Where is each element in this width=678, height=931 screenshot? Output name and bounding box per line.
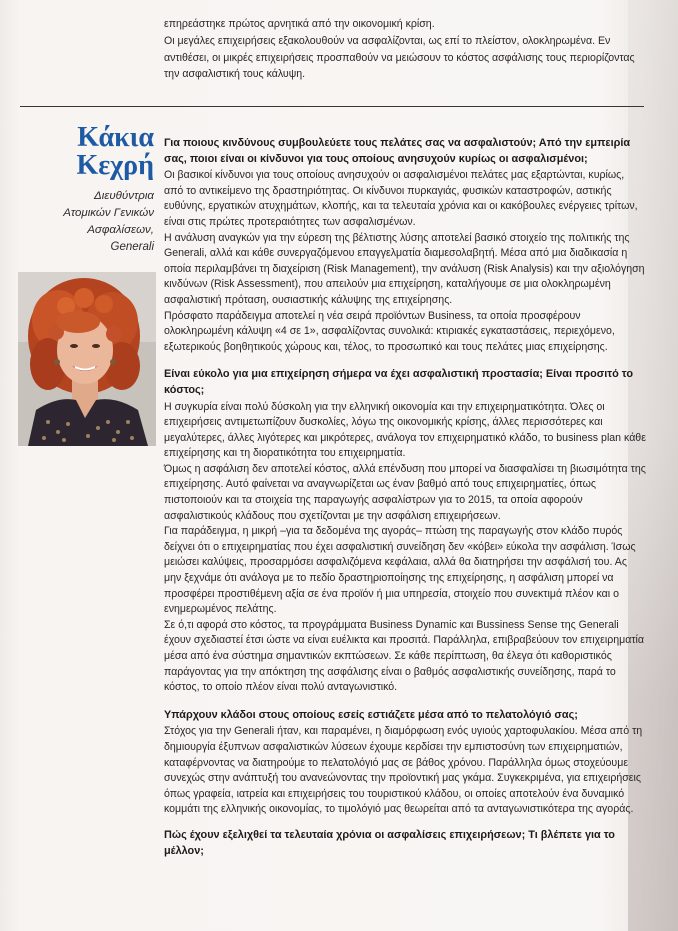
portrait-image bbox=[18, 272, 156, 446]
paragraph: Στόχος για την Generali ήταν, και παραμένει, η διαμόρφωση ενός υγιούς χαρτοφυλακίου. Μέσα από τη δημιουργία έξυπνων ασφαλιστικών λύσεων έχουμε κερδίσει την εμπιστοσύνη των επιχειρηματιών, καταφέρνοντας να διατηρούμε το πελατολόγιό μας σε βάθος χρόνου. Παράλληλα όμως στοχεύουμε συνεχώς στην ανάπτυξή του ανανεώνοντας την προϊοντική μας γκάμα. Συγκεκριμένα, για επιχειρήσεις όπως γραφεία, ιατρεία και επιχειρήσεις του τουριστικού κλάδου, οι οποίες αποτελούν ένα δυναμικό κομμάτι της ελληνικής οικονομίας, το τιμολόγιό μας θεωρείται από τα ανταγωνιστικότερα της αγοράς. bbox=[164, 725, 643, 816]
paragraph: Για παράδειγμα, η μικρή –για τα δεδομένα της αγοράς– πτώση της παραγωγής στον κλάδο πυρός δείχνει ότι ο επιχειρηματίας που έχει ασφαλιστική συνείδηση δεν «κόβει» εύκολα την ασφάλιση. Ίσως μειώσει καλύψεις, προσαρμόσει ασφαλιζόμενα κεφάλαια, αλλά θα διατηρήσει την ασφάλισή του. Ας μην ξεχνάμε ότι ανάλογα με το πεδίο δραστηριοποίησης της επιχείρησης, η ασφάλιση μπορεί να προσφέρει προστιθέμενη αξία σε ένα προϊόν ή μια υπηρεσία, στοιχείο που συνεκτιμά πλέον και ο ενημερωμένος πελάτης. bbox=[164, 525, 636, 616]
interviewee-photo bbox=[18, 272, 156, 446]
name-line: Κεχρή bbox=[76, 150, 154, 181]
paragraph: Οι βασικοί κίνδυνοι για τους οποίους ανησυχούν οι ασφαλισμένοι πελάτες μας εξαρτώνται, κυρίως, από το αντικείμενο της δραστηριότητας. Οι κίνδυνοι πυρκαγιάς, φυσικών καταστροφών, αστικής ευθύνης, εργατικών ατυχημάτων, κλοπής, και τα τελευταία χρόνια και οι κακόβουλες ενέργειες τρίτων, είναι στις πρώτες προτεραιότητες των ασφαλισμένων. bbox=[164, 169, 638, 228]
top-continued-text bbox=[164, 16, 644, 83]
section-gap bbox=[164, 696, 646, 708]
paragraph: Όμως η ασφάλιση δεν αποτελεί κόστος, αλλά επένδυση που μπορεί να διασφαλίσει τη βιωσιμότητα της επιχείρησης. Αυτό φαίνεται να αναγνωρίζεται ως έναν βαθμό από τους επιχειρηματίες, όπως πιστοποιούν και τα στοιχεία της παραγωγής ασφαλίστρων για το 2015, τα οποία αφορούν ασφαλιστικούς κλάδους που σχετίζονται με την ασφάλιση επιχειρήσεων. bbox=[164, 462, 646, 522]
paragraph: Η συγκυρία είναι πολύ δύσκολη για την ελληνική οικονομία και την επιχειρηματικότητα. Όλες οι επιχειρήσεις αντιμετωπίζουν δυσκολίες, λόγω της οικονομικής κρίσης, άλλες περισσότερες και μεγαλύτερες, άλλες λιγότερες και μικρότερες, ανάλογα τον επιχειρηματικό κλάδο, το business plan κάθε επιχείρησης και τη διορατικότητα του επιχειρηματία. bbox=[164, 400, 646, 460]
interviewee-sidebar bbox=[20, 124, 154, 256]
section-gap bbox=[164, 818, 646, 828]
paragraph: Η ανάλυση αναγκών για την εύρεση της βέλτιστης λύσης αποτελεί βασικό στοιχείο της πολιτικής της Generali, αλλά και κάθε συνεργαζόμενου επαγγελματία διαμεσολαβητή. Μέσα από μια διαδικασία η οποία περιλαμβάνει τη διαχείριση (Risk Management), την ανάλυση (Risk Analysis) και την αξιολόγηση κινδύνων (Risk Assessment), που απειλούν μια επιχείρηση, καταλήγουμε σε μια ολοκληρωμένη ασφαλιστική πρόταση, ουσιαστικής κάλυψης της επιχείρησης. bbox=[164, 231, 645, 306]
question: Για ποιους κινδύνους συμβουλεύετε τους πελάτες σας να ασφαλιστούν; Από την εμπειρία σας, ποιοι είναι οι κίνδυνοι για τους οποίους ανησυχούν κυρίως οι ασφαλισμένοι; bbox=[164, 137, 631, 165]
question: Είναι εύκολο για μια επιχείρηση σήμερα να έχει ασφαλιστική προστασία; Είναι προσιτό το κόστος; bbox=[164, 368, 633, 396]
interviewee-role bbox=[20, 188, 154, 256]
paragraph: επηρεάστηκε πρώτος αρνητικά από την οικονομική κρίση. bbox=[164, 18, 435, 30]
role-line: Ατομικών Γενικών bbox=[63, 207, 154, 219]
role-line: Διευθύντρια bbox=[94, 190, 154, 202]
section-divider bbox=[20, 106, 644, 107]
paragraph: Οι μεγάλες επιχειρήσεις εξακολουθούν να ασφαλίζονται, ως επί το πλείστον, ολοκληρωμένα. Εν αντιθέσει, οι μικρές επιχειρήσεις προσπαθούν να μειώσουν το κόστος ασφάλισης τους περιορίζοντας την ασφαλιστική τους κάλυψη. bbox=[164, 34, 635, 81]
name-line: Κάκια bbox=[77, 122, 154, 153]
interview-body bbox=[164, 136, 646, 860]
question: Υπάρχουν κλάδοι στους οποίους εσείς εστιάζετε μέσα από το πελατολόγιό σας; bbox=[164, 708, 578, 721]
paragraph: Πρόσφατο παράδειγμα αποτελεί η νέα σειρά προϊόντων Business, τα οποία προσφέρουν ολοκληρωμένη κάλυψη «4 σε 1», ασφαλίζοντας συνολικά: κτιριακές εγκαταστάσεις, περιεχόμενο, εξωτερικούς βοηθητικούς χώρους και, τέλος, το προσωπικό και τους πελάτες μιας επιχείρησης. bbox=[164, 309, 615, 353]
interviewee-name bbox=[20, 124, 154, 180]
paragraph: Σε ό,τι αφορά στο κόστος, τα προγράμματα Business Dynamic και Bussiness Sense της Generali έχουν σχεδιαστεί έτσι ώστε να είναι ευέλικτα και προσιτά. Παράλληλα, επιβραβεύουν τον επιχειρηματία μέσα από ένα σύστημα σημαντικών εκπτώσεων. Σε κάθε περίπτωση, θα έλεγα ότι καθοριστικός παράγοντας για την απόκτηση της ασφάλισης είναι ο βαθμός ασφαλιστικής συνείδησης, παρά το κόστος, το οποίο πλέον είναι πολύ ανταγωνιστικό. bbox=[164, 618, 645, 694]
section-gap bbox=[164, 355, 646, 367]
role-line: Ασφαλίσεων, bbox=[87, 224, 154, 236]
question: Πώς έχουν εξελιχθεί τα τελευταία χρόνια οι ασφαλίσεις επιχειρήσεων; Τι βλέπετε για το μέλλον; bbox=[164, 828, 615, 857]
role-line: Generali bbox=[110, 241, 154, 253]
